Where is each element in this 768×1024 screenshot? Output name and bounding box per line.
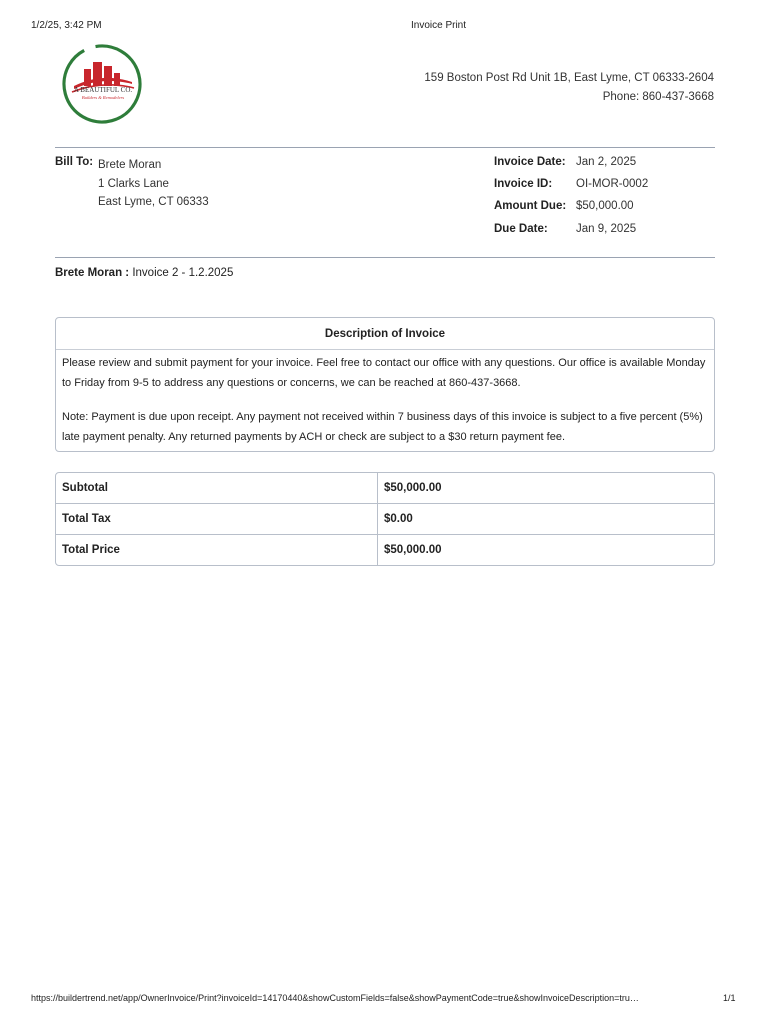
logo-emblem-icon xyxy=(60,42,144,126)
logo-company-name: A BEAUTIFUL CO. xyxy=(73,86,133,94)
totals-row-total-price xyxy=(56,535,714,566)
totals-value: $50,000.00 xyxy=(378,535,715,566)
totals-label: Total Price xyxy=(56,535,378,566)
company-address: 159 Boston Post Rd Unit 1B, East Lyme, CT 06333-2604 xyxy=(424,72,714,84)
description-paragraph: Please review and submit payment for your invoice. Feel free to contact our office with any questions. Our office is available Monday to Friday from 9-5 to address any questions or concerns, we can be reached at 860-437-3668. xyxy=(62,357,706,389)
bill-to-address xyxy=(98,156,209,212)
print-title: Invoice Print xyxy=(411,20,467,31)
totals-value: $50,000.00 xyxy=(384,482,442,494)
totals-row-subtotal xyxy=(56,473,714,504)
invoice-reference xyxy=(55,267,233,279)
invoice-ref-title: Invoice 2 - 1.2.2025 xyxy=(132,267,234,279)
print-datetime: 1/2/25, 3:42 PM xyxy=(31,20,102,31)
company-contact xyxy=(424,69,714,107)
company-phone: Phone: 860-437-3668 xyxy=(602,91,714,103)
customer-street: 1 Clarks Lane xyxy=(98,177,169,190)
company-logo xyxy=(60,42,144,126)
meta-row-invoice-id xyxy=(494,178,648,200)
divider xyxy=(55,147,715,148)
description-body xyxy=(56,350,714,447)
totals-label: Total Tax xyxy=(56,504,378,535)
customer-name: Brete Moran xyxy=(98,159,162,171)
meta-label: Invoice ID: xyxy=(494,178,553,191)
meta-label: Amount Due: xyxy=(494,200,567,213)
bill-to-label: Bill To: xyxy=(55,156,94,168)
print-url: https://buildertrend.net/app/OwnerInvoice/Print?invoiceId=14170440&showCustomFields=false&showPaymentCode=true&showInvoiceDescription=tru… xyxy=(31,993,639,1003)
meta-value: Jan 9, 2025 xyxy=(576,222,637,235)
meta-value: $50,000.00 xyxy=(576,200,634,213)
meta-value: OI-MOR-0002 xyxy=(576,178,649,191)
customer-city: East Lyme, CT 06333 xyxy=(98,196,209,208)
totals-label: Subtotal xyxy=(56,473,378,504)
invoice-ref-customer: Brete Moran : xyxy=(55,267,130,279)
description-heading: Description of Invoice xyxy=(56,318,714,350)
invoice-description-panel xyxy=(55,317,715,452)
print-page-number: 1/1 xyxy=(723,993,736,1003)
meta-row-due-date xyxy=(494,223,648,245)
logo-tagline: Builders & Remodelers xyxy=(81,95,125,100)
divider xyxy=(55,257,715,258)
meta-label: Due Date: xyxy=(494,222,548,235)
description-note: Note: Payment is due upon receipt. Any payment not received within 7 business days of this invoice is subject to a five percent (5%) late payment penalty. Any returned payments by ACH or check are subject to a $30 return payment fee. xyxy=(62,411,703,443)
meta-value: Jan 2, 2025 xyxy=(576,156,637,168)
meta-row-invoice-date xyxy=(494,156,648,178)
totals-row-tax xyxy=(56,504,714,535)
totals-value: $0.00 xyxy=(378,504,715,535)
invoice-meta xyxy=(494,156,648,245)
totals-table xyxy=(55,472,715,566)
meta-label: Invoice Date: xyxy=(494,156,566,168)
meta-row-amount-due xyxy=(494,200,648,222)
